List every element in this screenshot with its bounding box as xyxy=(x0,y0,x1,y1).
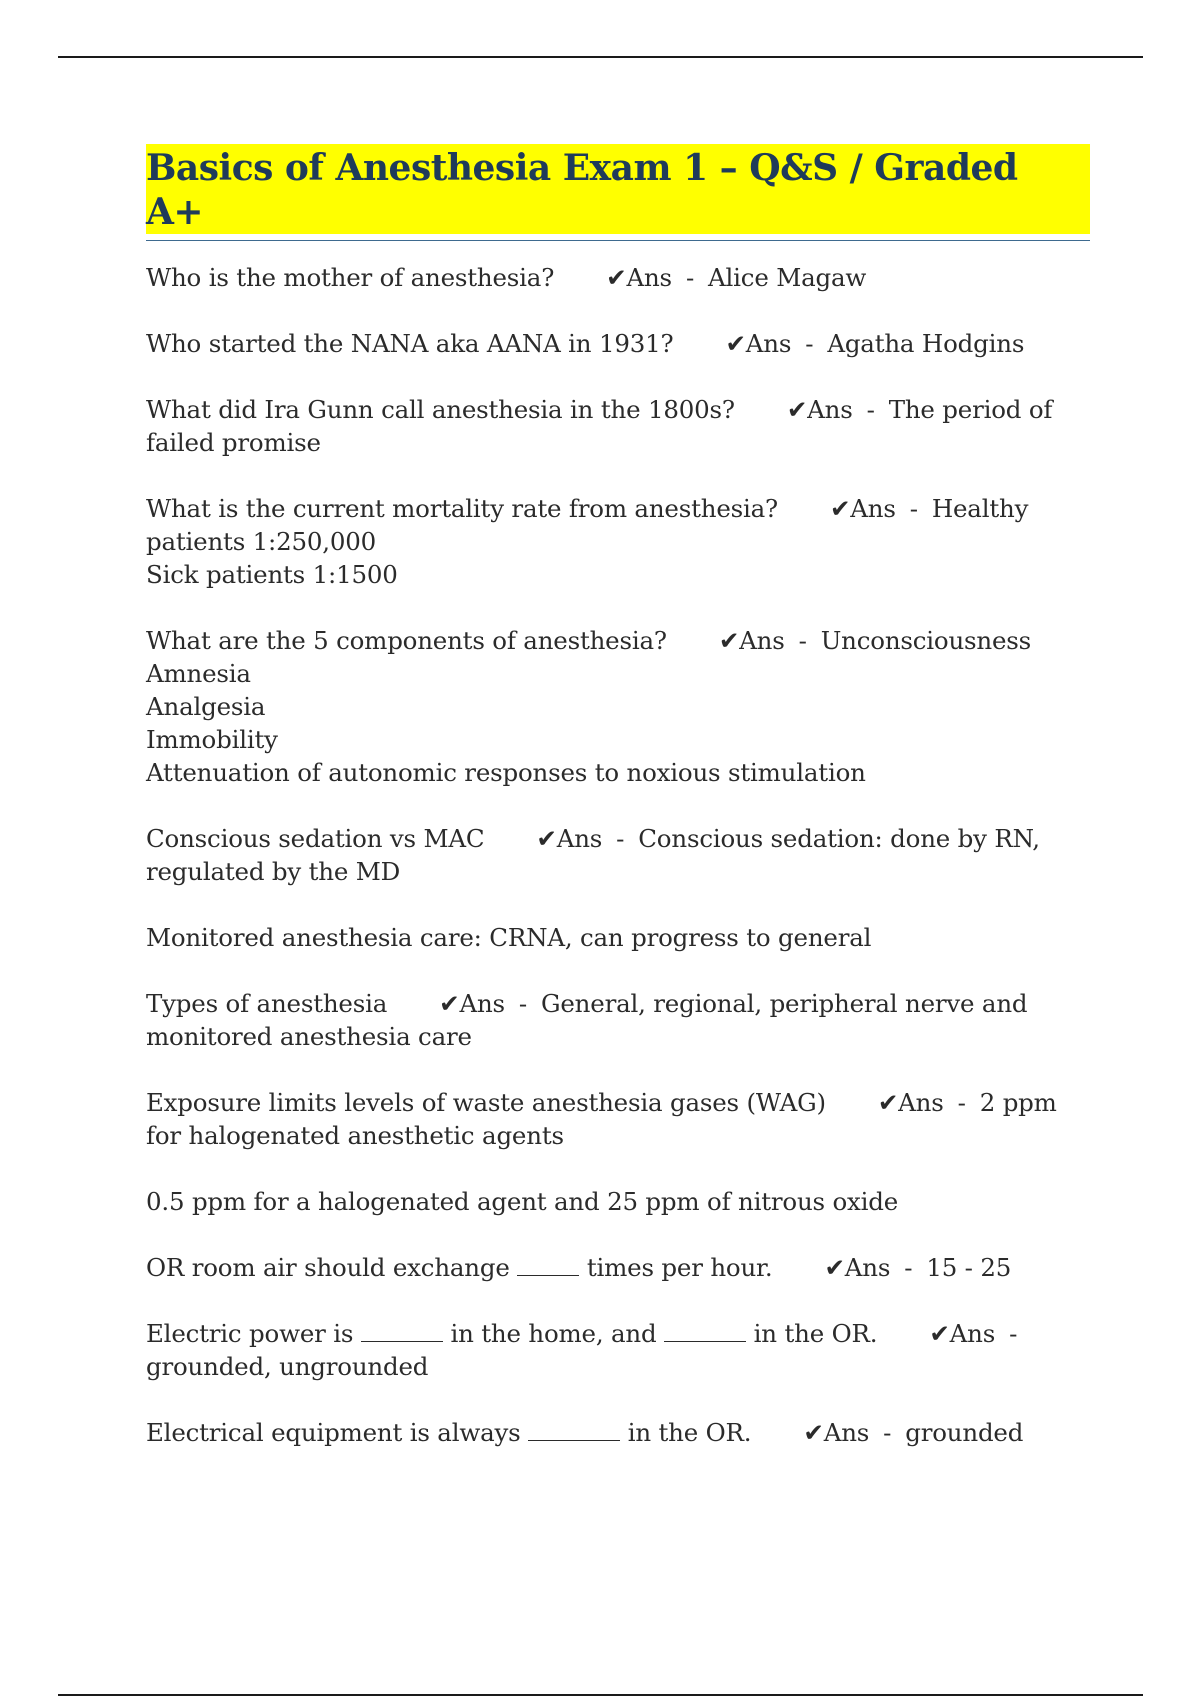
ans-dash: - xyxy=(1009,1319,1018,1348)
qa-item xyxy=(146,492,1090,591)
fill-blank xyxy=(664,1319,746,1342)
qa-item xyxy=(146,261,1090,294)
ans-dash: - xyxy=(518,989,528,1018)
qa-item xyxy=(146,624,1090,789)
ans-label: ✔Ans xyxy=(929,1319,996,1348)
answer-line: Attenuation of autonomic responses to noxious stimulation xyxy=(146,758,866,787)
ans-label: ✔Ans xyxy=(786,395,853,424)
title-block xyxy=(146,144,1090,241)
answer-text: Unconsciousness xyxy=(820,626,1032,655)
paragraph: 0.5 ppm for a halogenated agent and 25 ppm of nitrous oxide xyxy=(146,1187,899,1216)
question-text: Conscious sedation vs MAC xyxy=(146,824,485,853)
question-text: Electrical equipment is always xyxy=(146,1418,521,1447)
answer-text: Alice Magaw xyxy=(708,263,867,292)
answer-line: Immobility xyxy=(146,725,278,754)
answer-text: Healthy patients 1:250,000 xyxy=(146,494,1029,556)
answer-text: 2 ppm for halogenated anesthetic agents xyxy=(146,1088,1057,1150)
page-title: Basics of Anesthesia Exam 1 – Q&S / Graded A+ xyxy=(146,144,1090,234)
ans-label: ✔Ans xyxy=(606,263,672,292)
question-text: Who started the NANA aka AANA in 1931? xyxy=(146,329,674,358)
ans-label: ✔Ans xyxy=(829,494,896,523)
qa-item xyxy=(146,1086,1090,1152)
qa-item xyxy=(146,1317,1090,1383)
question-text: Exposure limits levels of waste anesthesia gases (WAG) xyxy=(146,1088,826,1117)
question-text: Electric power is xyxy=(146,1319,354,1348)
question-text: in the OR. xyxy=(753,1319,878,1348)
qa-item xyxy=(146,822,1090,888)
ans-label: ✔Ans xyxy=(439,989,505,1018)
ans-dash: - xyxy=(883,1418,892,1447)
ans-label: ✔Ans xyxy=(718,626,785,655)
question-text: Who is the mother of anesthesia? xyxy=(146,263,555,292)
ans-label: ✔Ans xyxy=(824,1253,891,1282)
ans-dash: - xyxy=(798,626,807,655)
ans-label: ✔Ans xyxy=(725,329,792,358)
ans-dash: - xyxy=(957,1088,966,1117)
ans-dash: - xyxy=(805,329,814,358)
qa-item xyxy=(146,1416,1090,1449)
question-text: What did Ira Gunn call anesthesia in the 1800s? xyxy=(146,395,735,424)
answer-text: grounded, ungrounded xyxy=(146,1352,429,1381)
top-rule xyxy=(58,56,1143,58)
answer-line: Sick patients 1:1500 xyxy=(146,560,398,589)
paragraph: Monitored anesthesia care: CRNA, can progress to general xyxy=(146,923,872,952)
ans-label: ✔Ans xyxy=(536,824,603,853)
question-text: What is the current mortality rate from anesthesia? xyxy=(146,494,778,523)
question-text: in the home, and xyxy=(450,1319,657,1348)
answer-text: Conscious sedation: done by RN, regulated by the MD xyxy=(146,824,1040,886)
ans-label: ✔Ans xyxy=(803,1418,870,1447)
qa-item xyxy=(146,987,1090,1053)
question-text: OR room air should exchange xyxy=(146,1253,510,1282)
ans-dash: - xyxy=(616,824,625,853)
answer-line: Amnesia xyxy=(146,659,251,688)
document-body xyxy=(146,144,1090,1482)
answer-text: General, regional, peripheral nerve and monitored anesthesia care xyxy=(146,989,1028,1051)
ans-dash: - xyxy=(909,494,918,523)
question-text: in the OR. xyxy=(627,1418,752,1447)
qa-item xyxy=(146,1251,1090,1284)
answer-text: The period of failed promise xyxy=(146,395,1053,457)
ans-dash: - xyxy=(904,1253,913,1282)
ans-label: ✔Ans xyxy=(877,1088,944,1117)
question-text: What are the 5 components of anesthesia? xyxy=(146,626,667,655)
fill-blank xyxy=(528,1418,620,1441)
answer-text: grounded xyxy=(905,1418,1024,1447)
answer-text: 15 - 25 xyxy=(926,1253,1012,1282)
ans-dash: - xyxy=(866,395,875,424)
ans-dash: - xyxy=(685,263,695,292)
answer-text: Agatha Hodgins xyxy=(827,329,1025,358)
fill-blank xyxy=(361,1319,443,1342)
question-text: Types of anesthesia xyxy=(146,989,388,1018)
bottom-rule xyxy=(58,1694,1143,1696)
answer-line: Analgesia xyxy=(146,692,266,721)
qa-item xyxy=(146,327,1090,360)
fill-blank xyxy=(517,1253,579,1276)
qa-item xyxy=(146,393,1090,459)
question-text: times per hour. xyxy=(586,1253,773,1282)
